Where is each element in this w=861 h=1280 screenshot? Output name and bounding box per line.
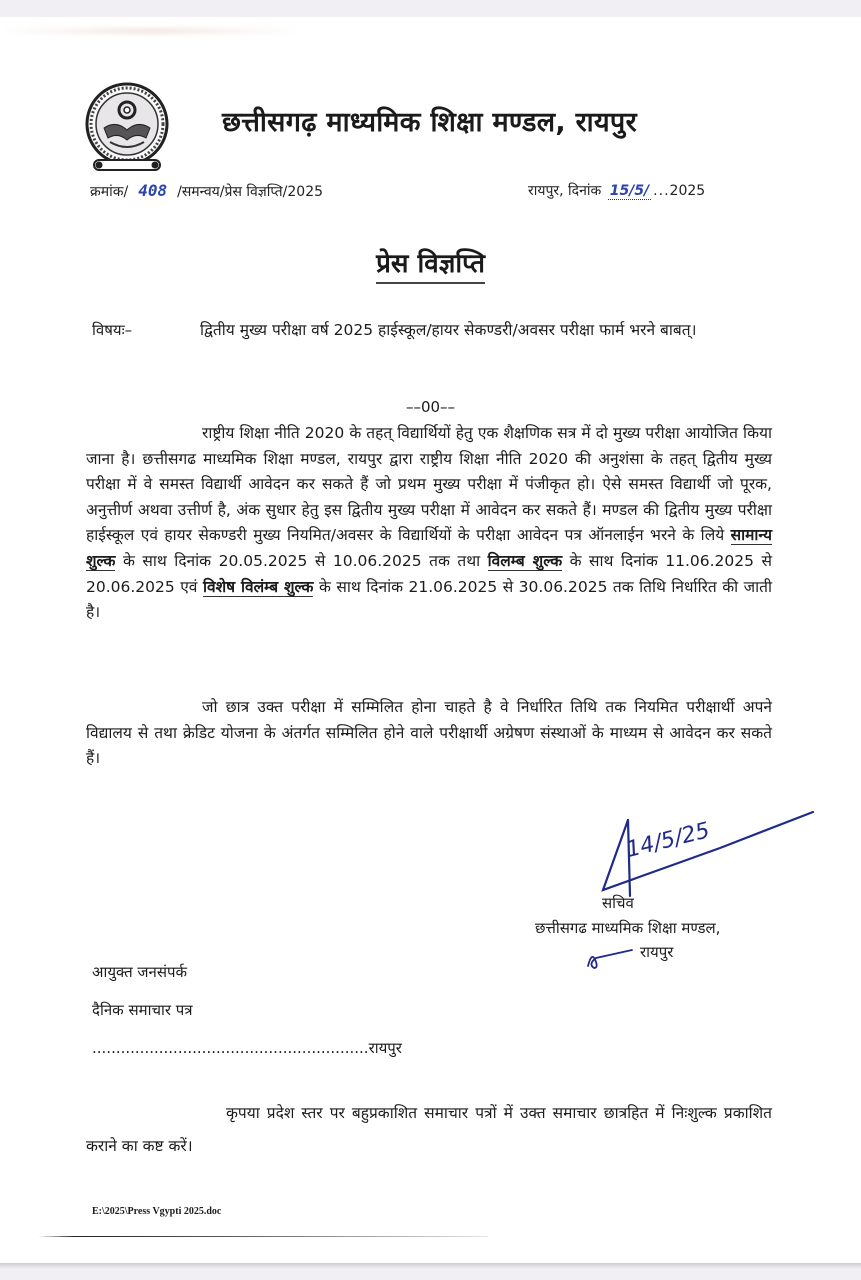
signatory-organization: छत्तीसगढ माध्यमिक शिक्षा मण्डल, — [535, 919, 721, 937]
ref-prefix: क्रमांक/ — [90, 184, 129, 200]
reference-number-line — [90, 181, 323, 201]
subject-text: द्वितीय मुख्य परीक्षा वर्ष 2025 हाईस्कूल/हायर सेकण्डरी/अवसर परीक्षा फार्म भरने बाबत्। — [200, 321, 697, 339]
date-line: रायपुर, दिनांक 15/5/ ...2025 — [528, 183, 706, 199]
fee-late-highlight: विलम्ब शुल्क — [487, 551, 563, 570]
file-path: E:\2025\Press Vgypti 2025.doc — [92, 1206, 222, 1217]
footer-rule — [38, 1236, 488, 1237]
scan-artifact — [0, 28, 300, 34]
para1-dates-special: के साथ दिनांक 21.06.2025 से 30.06.2025 तक तिथि निर्धारित की जाती है। — [86, 577, 773, 622]
recipient-commissioner: आयुक्त जनसंपर्क — [92, 963, 188, 981]
ref-number-handwritten: 408 — [138, 181, 168, 200]
para1-dates-late: के साथ दिनांक 11.06.2025 से 20.06.2025 एवं — [86, 551, 772, 596]
fee-special-late-highlight: विशेष विलंम्ब शुल्क — [202, 577, 314, 596]
press-release-title — [0, 244, 861, 280]
page-edge-shadow — [0, 1263, 861, 1269]
signature-date-handwritten: 14/5/25 — [623, 818, 713, 863]
para1-text: राष्ट्रीय शिक्षा नीति 2020 के तहत् विद्यार्थियों हेतु एक शैक्षणिक सत्र में दो मुख्य परीक्षा आयोजित किया जाना है। छत्तीसगढ माध्यमिक शिक्षा मण्डल, रायपुर द्वारा राष्ट्रीय शिक्षा नीति 2020 की अनुशंसा के तहत् द्वितीय मुख्य परीक्षा में वे समस्त विद्यार्थी आवेदन कर सकते हैं जो प्रथम मुख्य परीक्षा में पंजीकृत हो। ऐसे समस्त विद्यार्थी जो पूरक, अनुत्तीर्ण अथवा उत्तीर्ण है, अंक सुधार हेतु इस द्वितीय मुख्य परीक्षा में आवेदन कर सकते हैं। मण्डल की द्वितीय मुख्य परीक्षा हाईस्कूल एवं हायर सेकण्डरी मुख्य नियमित/अवसर के विद्यार्थियों के परीक्षा आवेदन पत्र ऑनलाईन भरने के लिये — [86, 424, 772, 545]
recipient-newspaper: दैनिक समाचार पत्र — [92, 1001, 193, 1019]
address-city: रायपुर — [368, 1039, 402, 1057]
body-paragraph-2 — [86, 695, 772, 772]
signatory-designation: सचिव — [602, 894, 634, 912]
subject-label: विषयः– — [92, 321, 133, 339]
body-paragraph-1 — [86, 421, 772, 626]
para2-text: जो छात्र उक्त परीक्षा में सम्मिलित होना चाहते है वे निर्धारित तिथि तक नियमित परीक्षार्थी अपने विद्यालय से तथा क्रेडिट योजना के अंतर्गत सम्मिलित होने वाले परीक्षार्थी अग्रेषण संस्थाओं के माध्यम से आवेदन कर सकते हैं। — [86, 698, 772, 768]
fee-normal-highlight: सामान्य शुल्क — [86, 526, 772, 570]
request-text: कृपया प्रदेश स्तर पर बहुप्रकाशित समाचार पत्रों में उक्त समाचार छात्रहित में निःशुल्क प्रकाशित कराने का कष्ट करें। — [86, 1104, 772, 1155]
signatory-city: रायपुर — [640, 943, 674, 961]
initials-icon — [582, 944, 638, 972]
organization-title: छत्तीसगढ़ माध्यमिक शिक्षा मण्डल, रायपुर — [222, 107, 637, 138]
para1-dates-normal: के साथ दिनांक 20.05.2025 से 10.06.2025 तक तथा — [122, 551, 481, 570]
recipient-address-line — [92, 1038, 402, 1058]
ref-suffix: /समन्वय/प्रेस विज्ञप्ति/2025 — [177, 184, 324, 200]
separator: ––00–– — [405, 398, 456, 416]
publication-request — [86, 1097, 772, 1163]
address-dots: .......................................................... — [92, 1039, 369, 1057]
document-page — [0, 17, 861, 1265]
press-release-title-text: प्रेस विज्ञप्ति — [376, 249, 485, 284]
board-emblem-icon — [80, 80, 174, 174]
date-handwritten: 15/5/ — [609, 183, 650, 199]
date-year: 2025 — [669, 183, 706, 199]
date-prefix: रायपुर, दिनांक — [528, 183, 602, 199]
